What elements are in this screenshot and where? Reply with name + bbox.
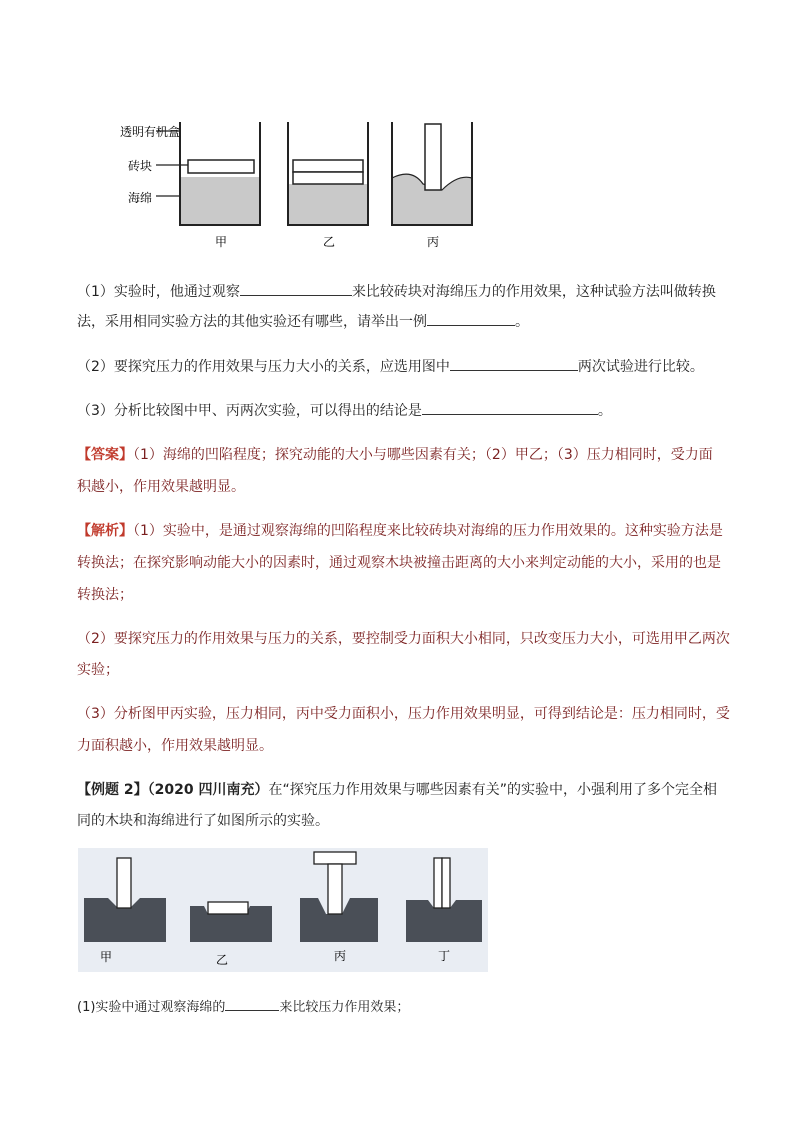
question-4: (1)实验中通过观察海绵的 来比较压力作用效果； bbox=[77, 996, 409, 1018]
answer-tag: 【答案】 bbox=[77, 447, 133, 463]
analysis-line-1: 【解析】（1）实验中，是通过观察海绵的凹陷程度来比较砖块对海绵的压力作用效果的。这种实验方法是 bbox=[77, 523, 723, 539]
figure-sponge-brick-experiment bbox=[120, 118, 490, 258]
question-2: （2）要探究压力的作用效果与压力大小的关系，应选用图中 两次试验进行比较。 bbox=[77, 356, 704, 377]
example-2-source: （2020 四川南充） bbox=[147, 782, 269, 798]
caption-yi: 乙 bbox=[323, 235, 336, 249]
question-1-line-1: （1）实验时，他通过观察 来比较砖块对海绵压力的作用效果，这种试验方法叫做转换 bbox=[77, 281, 716, 302]
sponge-yi bbox=[190, 902, 272, 942]
caption-bing: 丙 bbox=[427, 235, 440, 249]
analysis-line-5: 实验； bbox=[77, 662, 119, 678]
example-2-line-2: 同的木块和海绵进行了如图所示的实验。 bbox=[77, 813, 329, 829]
example-2-line-1: 【例题 2】（2020 四川南充）在“探究压力作用效果与哪些因素有关”的实验中，小强利用了多个完全相 bbox=[77, 782, 717, 798]
example-2-tag: 【例题 2】 bbox=[77, 782, 148, 798]
blank-q2[interactable] bbox=[450, 356, 578, 371]
container-yi bbox=[288, 122, 368, 225]
analysis-line-3: 转换法； bbox=[77, 587, 133, 603]
label-box: 透明有机盒 bbox=[120, 125, 181, 139]
analysis-line-2: 转换法；在探究影响动能大小的因素时，通过观察木块被撞击距离的大小来判定动能的大小，采用的也是 bbox=[77, 555, 721, 571]
analysis-line-7: 力面积越小，作用效果越明显。 bbox=[77, 738, 273, 754]
caption2-yi: 乙 bbox=[216, 953, 229, 967]
container-jia bbox=[180, 122, 260, 225]
question-3: （3）分析比较图中甲、丙两次实验，可以得出的结论是 。 bbox=[77, 400, 612, 421]
caption-jia: 甲 bbox=[215, 235, 228, 249]
answer-line-2: 积越小，作用效果越明显。 bbox=[77, 479, 245, 495]
analysis-line-6: （3）分析图甲丙实验，压力相同，丙中受力面积小，压力作用效果明显，可得到结论是：压力相同时，受 bbox=[77, 706, 730, 722]
caption2-bing: 丙 bbox=[334, 949, 347, 963]
blank-q3[interactable] bbox=[422, 400, 598, 415]
analysis-line-4: （2）要探究压力的作用效果与压力的关系，要控制受力面积大小相同，只改变压力大小，可选用甲乙两次 bbox=[77, 631, 730, 647]
label-brick: 砖块 bbox=[128, 159, 153, 173]
caption2-jia: 甲 bbox=[100, 950, 113, 964]
blank-q4[interactable] bbox=[225, 996, 279, 1011]
analysis-tag: 【解析】 bbox=[77, 523, 133, 539]
blank-q1-1[interactable] bbox=[240, 281, 352, 296]
label-sponge: 海绵 bbox=[128, 191, 153, 205]
answer-line-1: 【答案】（1）海绵的凹陷程度；探究动能的大小与哪些因素有关；（2）甲乙；（3）压力相同时，受力面 bbox=[77, 447, 713, 463]
question-1-line-2: 法，采用相同实验方法的其他实验还有哪些，请举出一例 。 bbox=[77, 311, 529, 332]
blank-q1-2[interactable] bbox=[427, 311, 515, 326]
caption2-ding: 丁 bbox=[438, 949, 451, 963]
container-bing bbox=[392, 122, 472, 225]
figure-sponge-wood-blocks bbox=[78, 848, 488, 972]
